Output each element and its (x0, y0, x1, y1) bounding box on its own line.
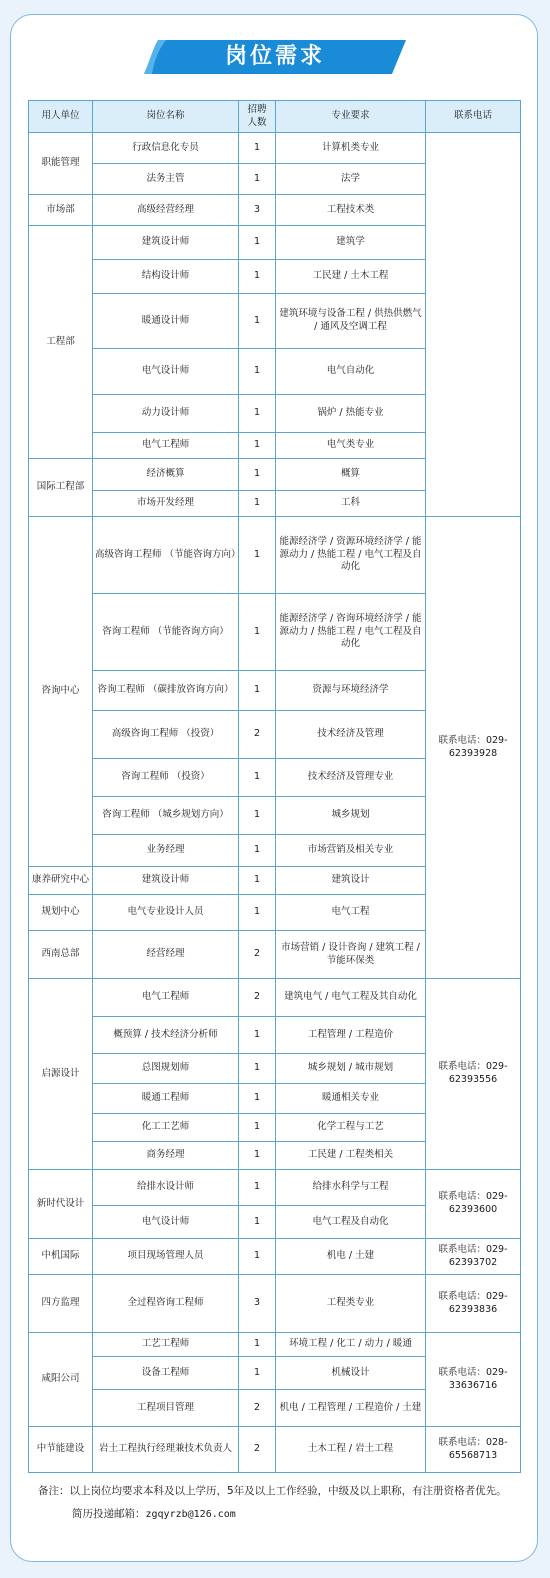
count-cell: 1 (239, 1239, 276, 1275)
position-cell: 建筑设计师 (93, 226, 239, 260)
count-cell: 2 (239, 1390, 276, 1427)
major-cell: 电气工程及自动化 (276, 1206, 426, 1239)
major-cell: 城乡规划 / 城市规划 (276, 1054, 426, 1084)
position-cell: 设备工程师 (93, 1357, 239, 1390)
header-major: 专业要求 (276, 101, 426, 133)
table-row (29, 517, 521, 594)
unit-cell: 规划中心 (29, 895, 93, 931)
position-cell: 咨询工程师 （碳排放咨询方向） (93, 671, 239, 711)
major-cell: 锅炉 / 热能专业 (276, 395, 426, 433)
count-cell: 1 (239, 226, 276, 260)
count-cell: 1 (239, 349, 276, 395)
count-cell: 1 (239, 395, 276, 433)
table-row (29, 979, 521, 1017)
count-cell: 1 (239, 1114, 276, 1142)
major-cell: 暖通相关专业 (276, 1084, 426, 1114)
major-cell: 电气工程 (276, 895, 426, 931)
count-cell: 1 (239, 835, 276, 867)
major-cell: 建筑电气 / 电气工程及其自动化 (276, 979, 426, 1017)
count-cell: 1 (239, 459, 276, 491)
major-cell: 机械设计 (276, 1357, 426, 1390)
position-cell: 暖通工程师 (93, 1084, 239, 1114)
position-cell: 咨询工程师 （投资） (93, 759, 239, 797)
count-cell: 1 (239, 1333, 276, 1357)
major-cell: 市场营销及相关专业 (276, 835, 426, 867)
table-header-row (29, 101, 521, 133)
count-cell: 1 (239, 1357, 276, 1390)
unit-cell: 咨询中心 (29, 517, 93, 867)
position-cell: 咨询工程师 （城乡规划方向） (93, 797, 239, 835)
table-row (29, 1333, 521, 1357)
major-cell: 技术经济及管理 (276, 711, 426, 759)
table-row (29, 1275, 521, 1333)
email-address[interactable]: zgqyrzb@126.com (145, 1509, 236, 1520)
unit-cell: 咸阳公司 (29, 1333, 93, 1427)
count-cell: 1 (239, 164, 276, 195)
major-cell: 工科 (276, 491, 426, 517)
unit-cell: 新时代设计 (29, 1170, 93, 1239)
header-unit: 用人单位 (29, 101, 93, 133)
contact-cell: 联系电话：029-62393556 (426, 979, 521, 1170)
position-cell: 经营经理 (93, 931, 239, 979)
position-cell: 高级经营经理 (93, 195, 239, 226)
count-cell: 1 (239, 1142, 276, 1170)
major-cell: 工程类专业 (276, 1275, 426, 1333)
header-position: 岗位名称 (93, 101, 239, 133)
count-cell: 1 (239, 133, 276, 164)
major-cell: 环境工程 / 化工 / 动力 / 暖通 (276, 1333, 426, 1357)
unit-cell: 四方监理 (29, 1275, 93, 1333)
count-cell: 1 (239, 517, 276, 594)
position-cell: 总图规划师 (93, 1054, 239, 1084)
unit-cell: 西南总部 (29, 931, 93, 979)
header-count-text: 招聘人数 (247, 103, 267, 128)
major-cell: 建筑环境与设备工程 / 供热供燃气 / 通风及空调工程 (276, 294, 426, 349)
contact-cell: 联系电话：028-65568713 (426, 1427, 521, 1473)
major-cell: 能源经济学 / 资源环境经济学 / 能源动力 / 热能工程 / 电气工程及自动化 (276, 517, 426, 594)
position-cell: 市场开发经理 (93, 491, 239, 517)
position-cell: 工程项目管理 (93, 1390, 239, 1427)
email-line (72, 1506, 236, 1521)
title-banner (144, 40, 406, 74)
position-cell: 暖通设计师 (93, 294, 239, 349)
count-cell: 1 (239, 867, 276, 895)
major-cell: 计算机类专业 (276, 133, 426, 164)
position-cell: 经济概算 (93, 459, 239, 491)
position-cell: 高级咨询工程师 （投资） (93, 711, 239, 759)
major-cell: 能源经济学 / 咨询环境经济学 / 能源动力 / 热能工程 / 电气工程及自动化 (276, 594, 426, 671)
table-row (29, 133, 521, 164)
count-cell: 1 (239, 260, 276, 294)
major-cell: 建筑学 (276, 226, 426, 260)
table-row (29, 1239, 521, 1275)
position-cell: 行政信息化专员 (93, 133, 239, 164)
count-cell: 1 (239, 1170, 276, 1206)
position-cell: 商务经理 (93, 1142, 239, 1170)
major-cell: 市场营销 / 设计咨询 / 建筑工程 / 节能环保类 (276, 931, 426, 979)
count-cell: 3 (239, 195, 276, 226)
footnote: 备注：以上岗位均要求本科及以上学历，5年及以上工作经验，中级及以上职称，有注册资格者优先。 (38, 1485, 507, 1497)
position-cell: 电气设计师 (93, 1206, 239, 1239)
major-cell: 化学工程与工艺 (276, 1114, 426, 1142)
position-cell: 全过程咨询工程师 (93, 1275, 239, 1333)
count-cell: 2 (239, 979, 276, 1017)
count-cell: 1 (239, 1017, 276, 1054)
position-cell: 电气设计师 (93, 349, 239, 395)
unit-cell: 职能管理 (29, 133, 93, 195)
contact-cell: 联系电话：029-33636716 (426, 1333, 521, 1427)
count-cell: 1 (239, 895, 276, 931)
count-cell: 1 (239, 797, 276, 835)
unit-cell: 中机国际 (29, 1239, 93, 1275)
position-cell: 动力设计师 (93, 395, 239, 433)
major-cell: 工民建 / 土木工程 (276, 260, 426, 294)
count-cell: 1 (239, 294, 276, 349)
page-title: 岗位需求 (224, 44, 325, 69)
email-label: 简历投递邮箱： (72, 1508, 146, 1520)
unit-cell: 启源设计 (29, 979, 93, 1170)
count-cell: 1 (239, 671, 276, 711)
count-cell: 1 (239, 594, 276, 671)
major-cell: 机电 / 工程管理 / 工程造价 / 土建 (276, 1390, 426, 1427)
unit-cell: 工程部 (29, 226, 93, 459)
position-cell: 项目现场管理人员 (93, 1239, 239, 1275)
unit-cell: 中节能建设 (29, 1427, 93, 1473)
major-cell: 机电 / 土建 (276, 1239, 426, 1275)
count-cell: 1 (239, 491, 276, 517)
contact-cell: 联系电话：029-62393836 (426, 1275, 521, 1333)
table-row (29, 1427, 521, 1473)
major-cell: 给排水科学与工程 (276, 1170, 426, 1206)
table-row (29, 1170, 521, 1206)
contact-cell: 联系电话：029-62393600 (426, 1170, 521, 1239)
major-cell: 概算 (276, 459, 426, 491)
unit-cell: 国际工程部 (29, 459, 93, 517)
position-cell: 岩土工程执行经理兼技术负责人 (93, 1427, 239, 1473)
position-cell: 给排水设计师 (93, 1170, 239, 1206)
position-cell: 电气工程师 (93, 433, 239, 459)
contact-cell: 联系电话：029-62393702 (426, 1239, 521, 1275)
major-cell: 土木工程 / 岩土工程 (276, 1427, 426, 1473)
unit-cell: 市场部 (29, 195, 93, 226)
count-cell: 3 (239, 1275, 276, 1333)
job-table (28, 100, 521, 1473)
position-cell: 咨询工程师 （节能咨询方向） (93, 594, 239, 671)
position-cell: 业务经理 (93, 835, 239, 867)
major-cell: 城乡规划 (276, 797, 426, 835)
count-cell: 1 (239, 433, 276, 459)
major-cell: 工程技术类 (276, 195, 426, 226)
position-cell: 结构设计师 (93, 260, 239, 294)
position-cell: 概预算 / 技术经济分析师 (93, 1017, 239, 1054)
major-cell: 工民建 / 工程类相关 (276, 1142, 426, 1170)
position-cell: 化工工艺师 (93, 1114, 239, 1142)
count-cell: 2 (239, 931, 276, 979)
contact-cell (426, 133, 521, 517)
position-cell: 电气工程师 (93, 979, 239, 1017)
major-cell: 工程管理 / 工程造价 (276, 1017, 426, 1054)
position-cell: 工艺工程师 (93, 1333, 239, 1357)
count-cell: 1 (239, 1054, 276, 1084)
position-cell: 建筑设计师 (93, 867, 239, 895)
count-cell: 1 (239, 1084, 276, 1114)
position-cell: 电气专业设计人员 (93, 895, 239, 931)
count-cell: 2 (239, 1427, 276, 1473)
major-cell: 电气类专业 (276, 433, 426, 459)
major-cell: 法学 (276, 164, 426, 195)
position-cell: 高级咨询工程师 （节能咨询方向） (93, 517, 239, 594)
header-contact: 联系电话 (426, 101, 521, 133)
major-cell: 技术经济及管理专业 (276, 759, 426, 797)
major-cell: 资源与环境经济学 (276, 671, 426, 711)
major-cell: 电气自动化 (276, 349, 426, 395)
unit-cell: 康养研究中心 (29, 867, 93, 895)
count-cell: 1 (239, 759, 276, 797)
contact-cell: 联系电话：029-62393928 (426, 517, 521, 979)
position-cell: 法务主管 (93, 164, 239, 195)
count-cell: 1 (239, 1206, 276, 1239)
major-cell: 建筑设计 (276, 867, 426, 895)
count-cell: 2 (239, 711, 276, 759)
header-count (239, 101, 276, 133)
